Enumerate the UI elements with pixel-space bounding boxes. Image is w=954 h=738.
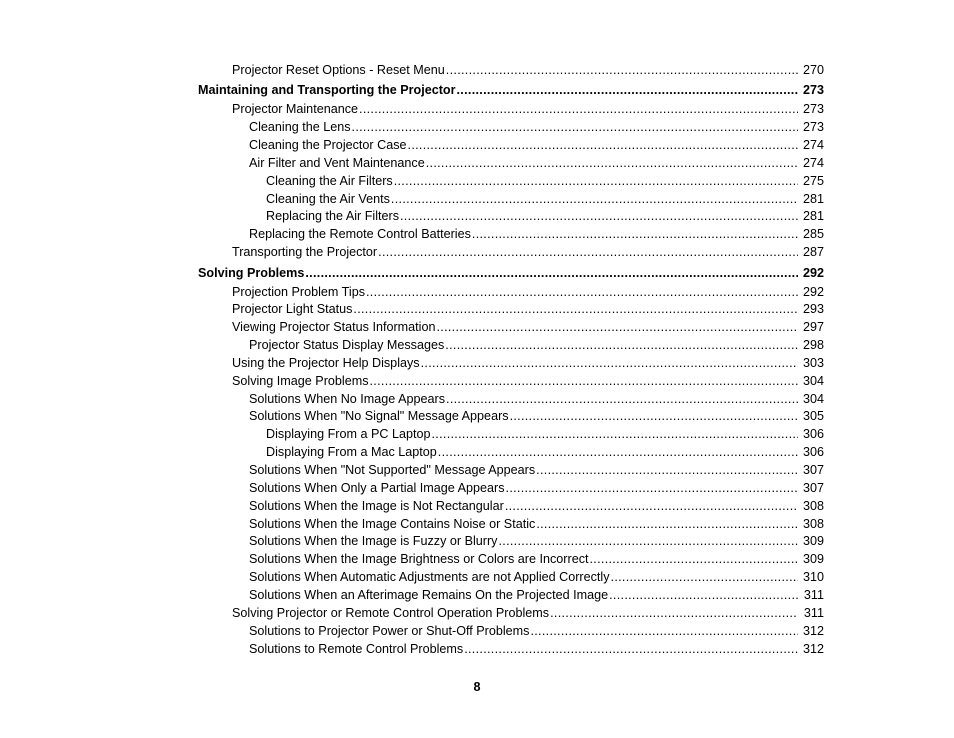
toc-entry[interactable] <box>249 389 824 407</box>
toc-entry-title: Solutions When the Image is Fuzzy or Blurry <box>249 534 498 549</box>
toc-entry[interactable] <box>266 189 824 207</box>
toc-entry-title: Transporting the Projector <box>232 245 378 260</box>
dot-leader <box>464 642 798 657</box>
toc-entry-title: Projector Light Status <box>232 302 353 317</box>
toc-entry[interactable] <box>232 242 824 260</box>
toc-entry[interactable] <box>249 460 824 478</box>
dot-leader <box>359 102 798 117</box>
toc-entry-title: Solutions When "No Signal" Message Appears <box>249 409 509 424</box>
toc-entry-title: Using the Projector Help Displays <box>232 355 420 370</box>
toc-entry[interactable] <box>232 371 824 389</box>
toc-entry-title: Solutions When the Image is Not Rectangular <box>249 498 504 513</box>
toc-entry-title: Cleaning the Air Filters <box>266 173 393 188</box>
toc-entry[interactable] <box>249 514 824 532</box>
toc-entry[interactable] <box>249 531 824 549</box>
toc-entry-page: 309 <box>802 552 824 567</box>
toc-entry-page: 307 <box>802 480 824 495</box>
toc-entry[interactable] <box>249 224 824 242</box>
dot-leader <box>408 138 798 153</box>
toc-entry-title: Replacing the Air Filters <box>266 209 399 224</box>
toc-entry[interactable] <box>249 478 824 496</box>
toc-entry-title: Solving Image Problems <box>232 373 369 388</box>
dot-leader <box>436 320 798 335</box>
dot-leader <box>378 245 798 260</box>
toc-entry-title: Displaying From a Mac Laptop <box>266 445 437 460</box>
toc-entry-page: 281 <box>802 191 824 206</box>
dot-leader <box>426 156 798 171</box>
dot-leader <box>530 624 798 639</box>
page-number: 8 <box>473 680 481 694</box>
toc-entry-title: Solutions When an Afterimage Remains On the Projected Image <box>249 587 609 602</box>
toc-entry-page: 285 <box>802 227 824 242</box>
toc-entry-title: Solutions When the Image Brightness or Colors are Incorrect <box>249 552 589 567</box>
dot-leader <box>590 552 799 567</box>
toc-entry[interactable] <box>249 135 824 153</box>
toc-entry[interactable] <box>249 153 824 171</box>
toc-entry[interactable] <box>232 60 824 78</box>
toc-entry[interactable] <box>232 603 824 621</box>
toc-entry[interactable] <box>232 317 824 335</box>
toc-entry[interactable] <box>249 567 824 585</box>
dot-leader <box>394 174 798 189</box>
toc-entry[interactable] <box>266 442 824 460</box>
toc-entry-page: 312 <box>802 623 824 638</box>
dot-leader <box>370 374 799 389</box>
toc-entry-page: 304 <box>802 373 824 388</box>
toc-entry[interactable] <box>266 206 824 224</box>
toc-entry-title: Viewing Projector Status Information <box>232 320 436 335</box>
toc-entry-page: 303 <box>802 355 824 370</box>
toc-entry-page: 311 <box>803 605 824 620</box>
toc-entry-title: Replacing the Remote Control Batteries <box>249 227 471 242</box>
toc-entry[interactable] <box>266 171 824 189</box>
toc-entry-page: 293 <box>802 302 824 317</box>
dot-leader <box>305 266 798 281</box>
toc-entry-page: 273 <box>802 83 824 98</box>
toc-entry-page: 310 <box>802 570 824 585</box>
toc-entry[interactable] <box>249 621 824 639</box>
toc-entry[interactable] <box>266 424 824 442</box>
toc-entry-page: 308 <box>802 516 824 531</box>
toc-entry-page: 306 <box>802 427 824 442</box>
dot-leader <box>445 338 798 353</box>
dot-leader <box>609 588 798 603</box>
dot-leader <box>446 63 798 78</box>
toc-entry-title: Projector Maintenance <box>232 102 359 117</box>
dot-leader <box>432 427 799 442</box>
toc-entry-page: 270 <box>802 63 824 77</box>
dot-leader <box>506 481 798 496</box>
toc-entry[interactable] <box>249 549 824 567</box>
dot-leader <box>550 606 798 621</box>
toc-entry-page: 311 <box>803 587 824 602</box>
dot-leader <box>400 209 798 224</box>
toc-entry-title: Displaying From a PC Laptop <box>266 427 431 442</box>
toc-entry-title: Solutions When No Image Appears <box>249 391 446 406</box>
toc-chapter-entry[interactable] <box>198 263 824 281</box>
toc-entry-page: 305 <box>802 409 824 424</box>
toc-entry-title: Air Filter and Vent Maintenance <box>249 155 425 170</box>
toc-entry-title: Cleaning the Lens <box>249 120 351 135</box>
toc-entry-page: 274 <box>802 155 824 170</box>
toc-entry[interactable] <box>249 639 824 657</box>
toc-entry-page: 292 <box>802 265 824 280</box>
toc-entry-title: Solutions When Automatic Adjustments are not Applied Correctly <box>249 570 610 585</box>
dot-leader <box>510 409 798 424</box>
toc-entry[interactable] <box>249 585 824 603</box>
toc-entry[interactable] <box>249 496 824 514</box>
toc-chapter-entry[interactable] <box>198 80 824 98</box>
dot-leader <box>353 302 798 317</box>
toc-entry-title: Solving Problems <box>198 265 305 280</box>
dot-leader <box>438 445 798 460</box>
dot-leader <box>391 192 798 207</box>
toc-entry[interactable] <box>232 282 824 300</box>
toc-entry[interactable] <box>249 117 824 135</box>
toc-entry-page: 275 <box>802 173 824 188</box>
dot-leader <box>446 392 798 407</box>
toc-entry-title: Solutions to Remote Control Problems <box>249 641 464 656</box>
toc-entry[interactable] <box>249 406 824 424</box>
toc-entry-page: 306 <box>802 445 824 460</box>
toc-entry-title: Solutions When Only a Partial Image Appears <box>249 480 505 495</box>
toc-entry-title: Projection Problem Tips <box>232 284 365 299</box>
toc-entry-page: 304 <box>802 391 824 406</box>
dot-leader <box>536 517 798 532</box>
dot-leader <box>498 534 798 549</box>
toc-entry-page: 292 <box>802 284 824 299</box>
dot-leader <box>457 83 799 98</box>
toc-entry-title: Solutions to Projector Power or Shut-Off Problems <box>249 623 530 638</box>
dot-leader <box>611 570 798 585</box>
toc-entry-page: 307 <box>802 463 824 477</box>
toc-entry-page: 309 <box>802 534 824 549</box>
dot-leader <box>472 227 798 242</box>
toc-entry-page: 273 <box>802 120 824 135</box>
toc-entry-page: 281 <box>802 209 824 224</box>
toc-entry-title: Cleaning the Projector Case <box>249 138 407 152</box>
toc-entry-page: 287 <box>802 245 824 260</box>
toc-entry-page: 308 <box>802 498 824 513</box>
toc-entry[interactable] <box>232 99 824 117</box>
toc-entry-title: Cleaning the Air Vents <box>266 191 390 206</box>
toc-entry-page: 274 <box>802 138 824 152</box>
dot-leader <box>366 285 798 300</box>
toc-entry-title: Projector Status Display Messages <box>249 338 445 352</box>
toc-entry[interactable] <box>249 335 824 353</box>
dot-leader <box>421 356 798 371</box>
toc-entry-title: Solutions When "Not Supported" Message Appears <box>249 463 536 477</box>
toc-entry[interactable] <box>232 353 824 371</box>
dot-leader <box>505 499 798 514</box>
toc-entry-page: 297 <box>802 320 824 335</box>
toc-entry-title: Solving Projector or Remote Control Operation Problems <box>232 605 550 620</box>
toc-entry-page: 298 <box>802 338 824 352</box>
dot-leader <box>352 120 798 135</box>
dot-leader <box>536 463 798 478</box>
toc-entry-title: Projector Reset Options - Reset Menu <box>232 63 445 77</box>
toc-entry-page: 273 <box>802 102 824 117</box>
toc-entry-page: 312 <box>802 641 824 656</box>
toc-entry-title: Maintaining and Transporting the Projector <box>198 83 456 98</box>
toc-entry-title: Solutions When the Image Contains Noise or Static <box>249 516 536 531</box>
toc-entry[interactable] <box>232 299 824 317</box>
